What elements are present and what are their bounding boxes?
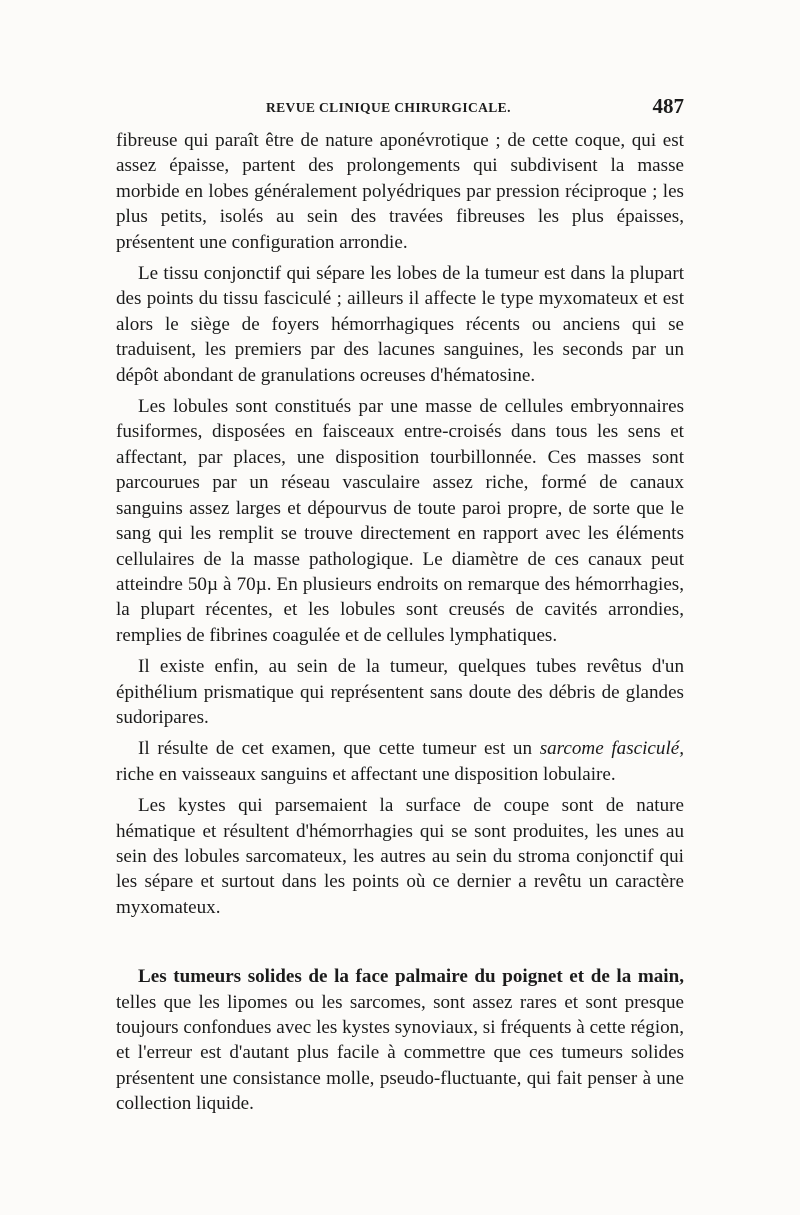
paragraph-5 [116,736,684,787]
paragraph-1: fibreuse qui paraît être de nature aponévrotique ; de cette coque, qui est assez épaisse, partent des prolongements qui subdivisent la masse morbide en lobes généralement polyédriques par pression réciproque ; les plus petits, isolés au sein des travées fibreuses les plus épaisses, présentent une configuration arrondie. [116,130,684,253]
paragraph-5-emphasis: sarcome fasciculé, [539,738,684,760]
paragraph-5-text-before: Il résulte de cet examen, que cette tumeur est un [138,738,540,760]
paragraph-7 [116,964,684,1116]
paragraph-4: Il existe enfin, au sein de la tumeur, quelques tubes revêtus d'un épithélium prismatique qui représentent sans doute des débris de glandes sudoripares. [116,656,684,728]
paragraph-2: Le tissu conjonctif qui sépare les lobes de la tumeur est dans la plupart des points du tissu fasciculé ; ailleurs il affecte le type myxomateux et est alors le siège de foyers hémorrhagiques récents ou anciens qui se traduisent, les premiers par des lacunes sanguines, les seconds par un dépôt abondant de granulations ocreuses d'hématosine. [116,263,684,386]
paragraph-7-lead: Les tumeurs solides de la face palmaire du poignet et de la main, [138,966,684,988]
paragraph-3: Les lobules sont constitués par une masse de cellules embryonnaires fusiformes, disposées en faisceaux entre-croisés dans tous les sens et affectant, par places, une disposition tourbillonnée. Ces masses sont parcourues par un réseau vasculaire assez riche, formé de canaux sanguins assez larges et dépourvus de toute paroi propre, de sorte que le sang qui les remplit se trouve directement en rapport avec les éléments cellulaires de la masse pathologique. Le diamètre de ces canaux peut atteindre 50µ à 70µ. En plusieurs endroits on remarque des hémorrhagies, la plupart récentes, et les lobules sont creusés de cavités arrondies, remplies de fibrines coagulée et de cellules lymphatiques. [116,396,684,646]
paragraph-7-text: telles que les lipomes ou les sarcomes, sont assez rares et sont presque toujours confondues avec les kystes synoviaux, si fréquents à cette région, et l'erreur est d'autant plus facile à commettre que ces tumeurs solides présentent une consistance molle, pseudo-fluctuante, qui fait penser à une collection liquide. [116,991,684,1115]
paragraph-6: Les kystes qui parsemaient la surface de coupe sont de nature hématique et résultent d'hémorrhagies qui se sont produites, les unes au sein des lobules sarcomateux, les autres au sein du stroma conjonctif qui les sépare et surtout dans les points où ce dernier a revêtu un caractère myxomateux. [116,795,684,918]
running-title: REVUE CLINIQUE CHIRURGICALE. [266,100,511,115]
body-text [116,128,684,1123]
running-header [116,96,684,120]
paragraph-5-text-after: riche en vaisseaux sanguins et affectant une disposition lobulaire. [116,763,616,785]
page-number: 487 [652,94,684,118]
